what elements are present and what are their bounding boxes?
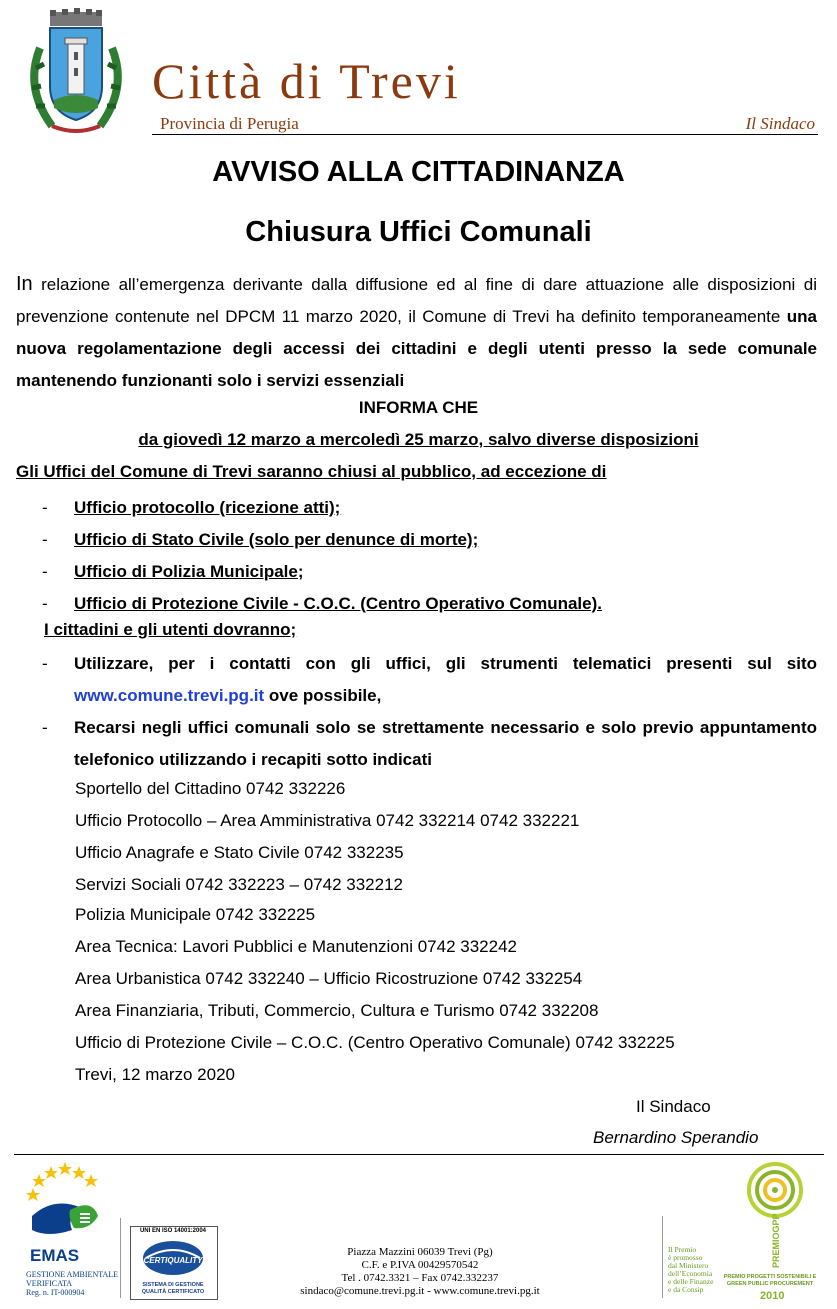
contact-line: Area Urbanistica 0742 332240 – Ufficio Ricostruzione 0742 332254 (75, 969, 583, 988)
notice-subtitle: Chiusura Uffici Comunali (245, 216, 592, 248)
address-line: Piazza Mazzini 06039 Trevi (Pg) (347, 1246, 493, 1258)
premio-caption: e delle Finanze (668, 1277, 714, 1286)
office-label: Ufficio di Protezione Civile - C.O.C. (Centro Operativo Comunale). (74, 594, 602, 613)
emas-caption: GESTIONE AMBIENTALE (26, 1270, 119, 1279)
closed-offices-intro: Gli Uffici del Comune di Trevi saranno chiusi al pubblico, ad eccezione di (16, 462, 607, 481)
citizens-heading: I cittadini e gli utenti dovranno; (44, 620, 297, 639)
contact-line: Ufficio di Protezione Civile – C.O.C. (Centro Operativo Comunale) 0742 332225 (75, 1033, 675, 1052)
premio-gpp-logo-icon (735, 1160, 815, 1278)
intro-first-word: In (16, 273, 33, 295)
office-label: Ufficio protocollo (ricezione atti); (74, 498, 341, 517)
premio-caption: è promosso (668, 1253, 703, 1262)
premio-caption: dell’Economia (668, 1269, 713, 1278)
address-line: C.F. e P.IVA 00429570542 (361, 1259, 479, 1271)
emas-caption: Reg. n. IT-000904 (26, 1288, 85, 1297)
header-divider (152, 134, 818, 135)
province-label: Provincia di Perugia (160, 114, 299, 133)
date-place: Trevi, 12 marzo 2020 (75, 1065, 235, 1084)
contact-line: Ufficio Anagrafe e Stato Civile 0742 332235 (75, 843, 404, 862)
intro-paragraph (16, 268, 817, 397)
list-item (42, 648, 817, 712)
instruction-text (74, 648, 817, 712)
address-line: Tel . 0742.3321 – Fax 0742.332237 (341, 1272, 499, 1284)
certification-standard: UNI EN ISO 14001:2004 (139, 1228, 207, 1234)
premio-caption: Il Premio (668, 1245, 697, 1254)
certification-caption: SISTEMA DI GESTIONE (142, 1282, 204, 1288)
list-dash: - (42, 562, 48, 581)
list-item (42, 588, 817, 620)
contact-line: Area Finanziaria, Tributi, Commercio, Cultura e Turismo 0742 332208 (75, 1001, 599, 1020)
instruction-text-part: ove possibile, (264, 686, 382, 705)
footer-divider (14, 1154, 824, 1155)
list-dash: - (42, 654, 48, 673)
informa-heading: INFORMA CHE (358, 398, 479, 417)
list-item (42, 556, 817, 588)
list-item (42, 492, 817, 524)
premio-caption: dal Ministero (668, 1261, 709, 1270)
certiquality-logo-icon (140, 1238, 206, 1278)
contact-line: Servizi Sociali 0742 332223 – 0742 332212 (75, 875, 403, 894)
website-link[interactable]: www.comune.trevi.pg.it (74, 686, 265, 705)
list-dash: - (42, 718, 48, 737)
premio-vertical-text: PREMIOGPP (771, 1213, 781, 1268)
city-crest-icon (22, 8, 130, 136)
emas-caption: VERIFICATA (26, 1279, 73, 1288)
closure-dates: da giovedì 12 marzo a mercoledì 25 marzo, salvo diverse disposizioni (138, 430, 699, 449)
premio-label: PREMIO PROGETTI SOSTENIBILI E GREEN PUBLIC PROCUREMENT (723, 1274, 817, 1287)
contact-line: Polizia Municipale 0742 332225 (75, 905, 316, 924)
instruction-text-part: Utilizzare, per i contatti con gli uffici, gli strumenti telematici presenti sul sito (74, 654, 817, 673)
intro-text: relazione all’emergenza derivante dalla diffusione ed al fine di dare attuazione alle disposizioni di prevenzione contenute nel DPCM 11 marzo 2020, il Comune di Trevi ha definito temporaneamente (16, 275, 817, 326)
address-line: sindaco@comune.trevi.pg.it - www.comune.trevi.pg.it (300, 1285, 540, 1297)
contact-line: Ufficio Protocollo – Area Amministrativa 0742 332214 0742 332221 (75, 811, 580, 830)
premio-year: 2010 (760, 1290, 785, 1302)
certification-caption: QUALITÀ CERTIFICATO (141, 1289, 205, 1295)
list-dash: - (42, 594, 48, 613)
contact-line: Sportello del Cittadino 0742 332226 (75, 779, 346, 798)
footer-divider (662, 1216, 663, 1298)
notice-title: AVVISO ALLA CITTADINANZA (212, 156, 625, 188)
list-dash: - (42, 530, 48, 549)
contact-line: Area Tecnica: Lavori Pubblici e Manutenzioni 0742 332242 (75, 937, 517, 956)
footer-divider (120, 1218, 121, 1298)
instruction-text: Recarsi negli uffici comunali solo se strettamente necessario e solo previo appuntamento telefonico utilizzando i recapiti sotto indicati (74, 718, 817, 769)
certiquality-logo-text: CERTIQUALITY (143, 1256, 203, 1265)
city-name: Città di Trevi (152, 53, 461, 109)
office-label: Ufficio di Stato Civile (solo per denunce di morte); (74, 530, 479, 549)
signature-title: Il Sindaco (636, 1097, 711, 1116)
list-item (42, 712, 817, 776)
list-dash: - (42, 498, 48, 517)
office-label: Ufficio di Polizia Municipale; (74, 562, 304, 581)
header-role: Il Sindaco (745, 114, 815, 133)
premio-caption: e da Consip (668, 1285, 704, 1294)
list-item (42, 524, 817, 556)
intro-bold-text: una nuova regolamentazione degli accessi dei cittadini e degli utenti presso la sede comunale mantenendo funzionanti solo i servizi essenziali (16, 307, 817, 390)
emas-label: EMAS (30, 1246, 80, 1265)
signature-name: Bernardino Sperandio (593, 1128, 759, 1147)
